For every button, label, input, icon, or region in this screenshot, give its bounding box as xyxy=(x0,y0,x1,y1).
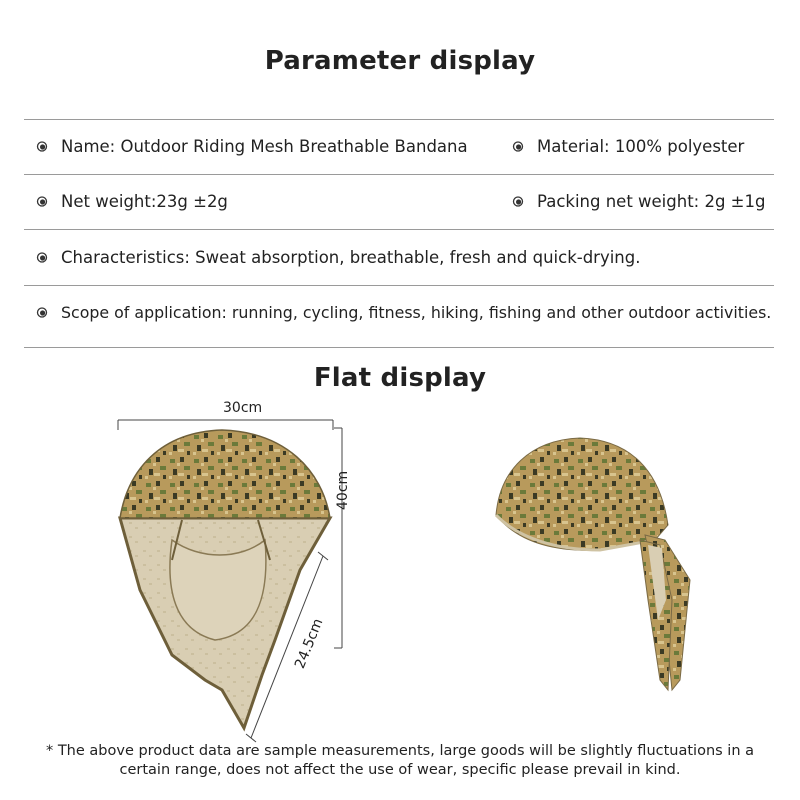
tail-dimension-label: 24.5cm xyxy=(292,616,327,671)
param-scope-text: Scope of application: running, cycling, fitness, hiking, fishing and other outdoor activities. xyxy=(61,303,772,322)
footnote: * The above product data are sample measurements, large goods will be slightly fluctuations in a certain range, does not affect the use of wear, specific please prevail in kind. xyxy=(45,743,755,778)
worn-bandana-image xyxy=(496,438,690,690)
width-dimension-line xyxy=(118,420,333,430)
width-dimension-label: 30cm xyxy=(223,400,263,416)
flat-display-title: Flat display xyxy=(313,363,487,393)
param-packing-weight-text: Packing net weight: 2g ±1g xyxy=(537,192,766,211)
param-name-text: Name: Outdoor Riding Mesh Breathable Bandana xyxy=(61,137,468,156)
param-characteristics-text: Characteristics: Sweat absorption, breathable, fresh and quick-drying. xyxy=(61,248,641,267)
parameter-display-title: Parameter display xyxy=(264,46,536,76)
height-dimension-line xyxy=(334,428,342,648)
flat-bandana-image xyxy=(120,430,330,728)
height-dimension-label: 40cm xyxy=(335,470,351,510)
param-material-text: Material: 100% polyester xyxy=(537,137,745,156)
param-net-weight-text: Net weight:23g ±2g xyxy=(61,192,228,211)
